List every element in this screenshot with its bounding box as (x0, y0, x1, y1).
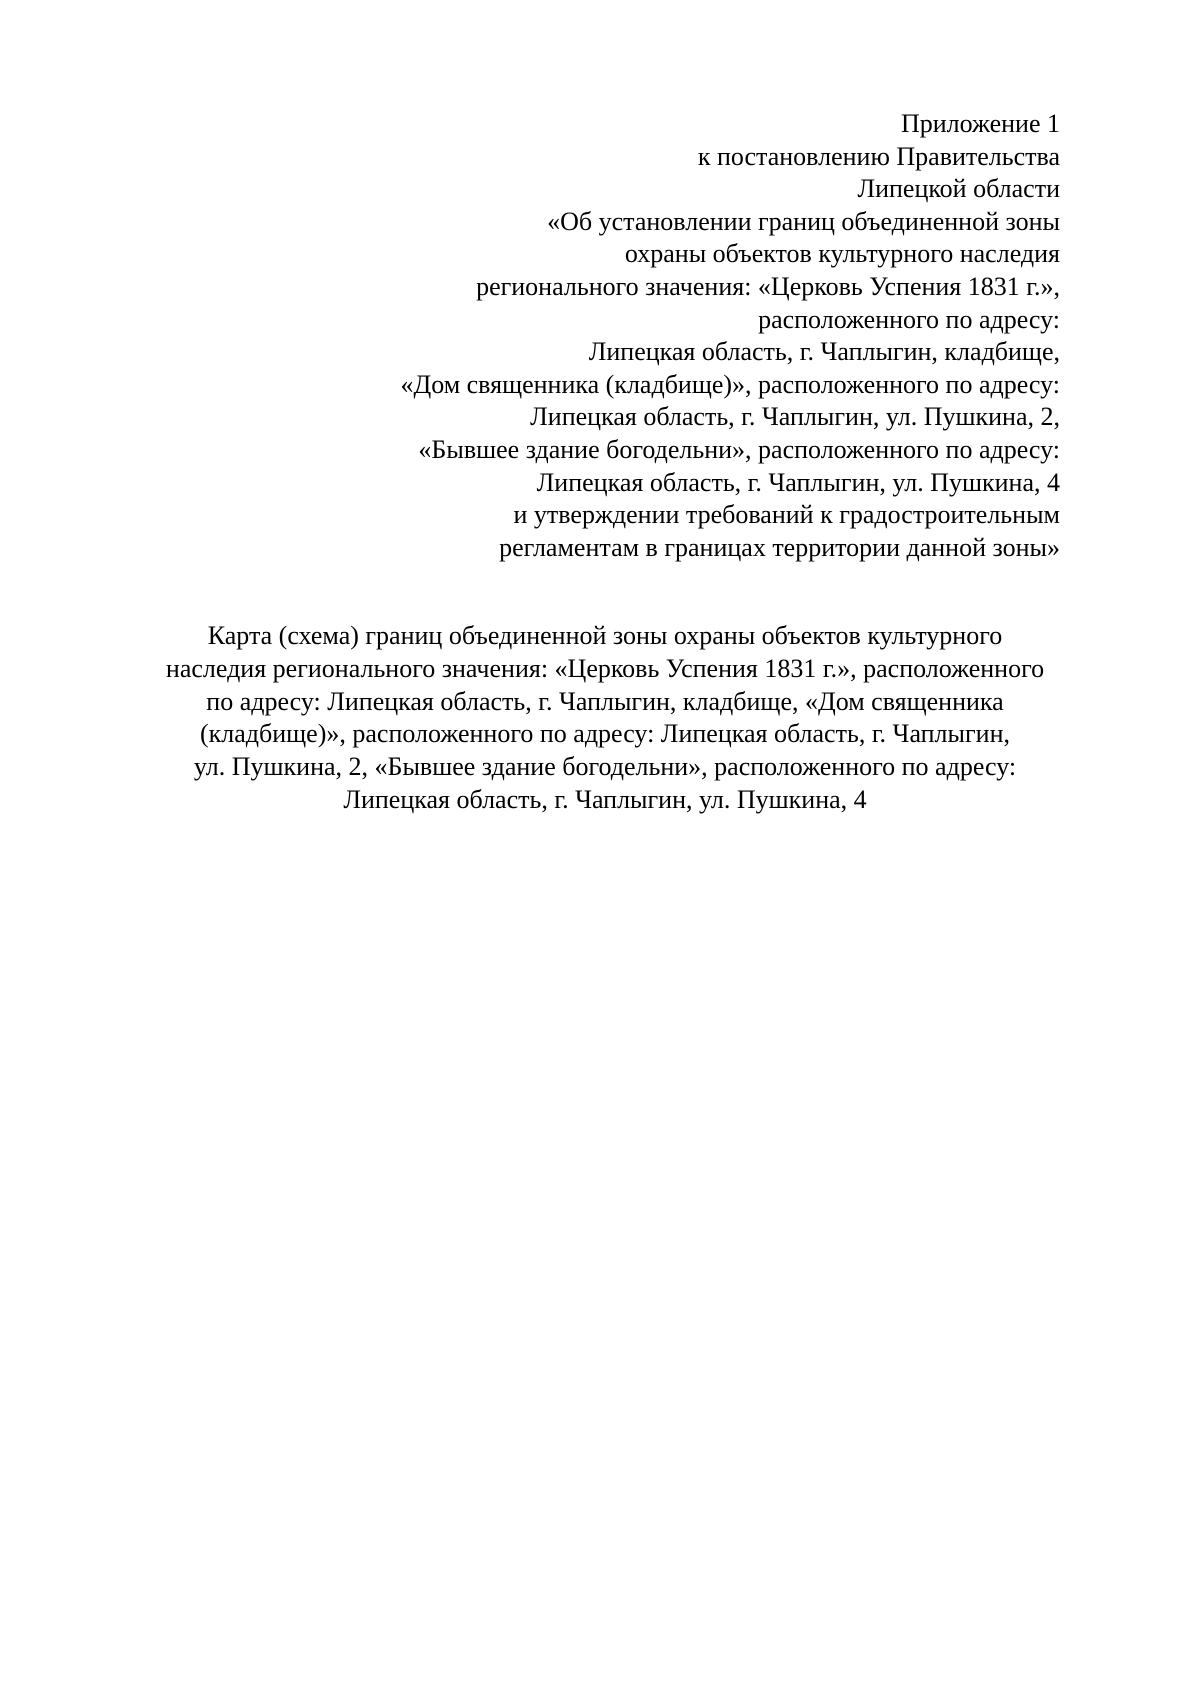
header-line: Липецкая область, г. Чаплыгин, ул. Пушкина, 4 (536, 467, 1060, 497)
title-line: ул. Пушкина, 2, «Бывшее здание богодельни», расположенного по адресу: (193, 752, 1017, 782)
title-line: наследия регионального значения: «Церковь Успения 1831 г.», расположенного (165, 653, 1045, 683)
header-line: к постановлению Правительства (697, 141, 1060, 171)
title-line: Липецкая область, г. Чаплыгин, ул. Пушкина, 4 (343, 784, 867, 814)
header-line: Липецкая область, г. Чаплыгин, кладбище, (588, 337, 1060, 367)
appendix-header (300, 108, 1060, 564)
header-line: «Бывшее здание богодельни», расположенного по адресу: (418, 434, 1060, 464)
header-line: и утверждении требований к градостроительным (513, 500, 1060, 530)
header-line: Липецкая область, г. Чаплыгин, ул. Пушкина, 2, (530, 402, 1060, 432)
header-line: Липецкой области (857, 174, 1060, 204)
header-line: регламентам в границах территории данной зоны» (499, 532, 1060, 562)
appendix-number: Приложение 1 (900, 109, 1060, 138)
document-title (150, 620, 1060, 817)
title-line: (кладбище)», расположенного по адресу: Липецкая область, г. Чаплыгин, (199, 719, 1010, 749)
header-line: «Об установлении границ объединенной зоны (547, 206, 1060, 236)
title-line: по адресу: Липецкая область, г. Чаплыгин, кладбище, «Дом священника (206, 686, 1004, 716)
header-line: охраны объектов культурного наследия (624, 239, 1060, 269)
header-line: регионального значения: «Церковь Успения 1831 г.», (476, 271, 1060, 301)
header-line: «Дом священника (кладбище)», расположенного по адресу: (400, 369, 1060, 399)
title-line: Карта (схема) границ объединенной зоны охраны объектов культурного (207, 621, 1003, 650)
header-line: расположенного по адресу: (758, 304, 1060, 334)
